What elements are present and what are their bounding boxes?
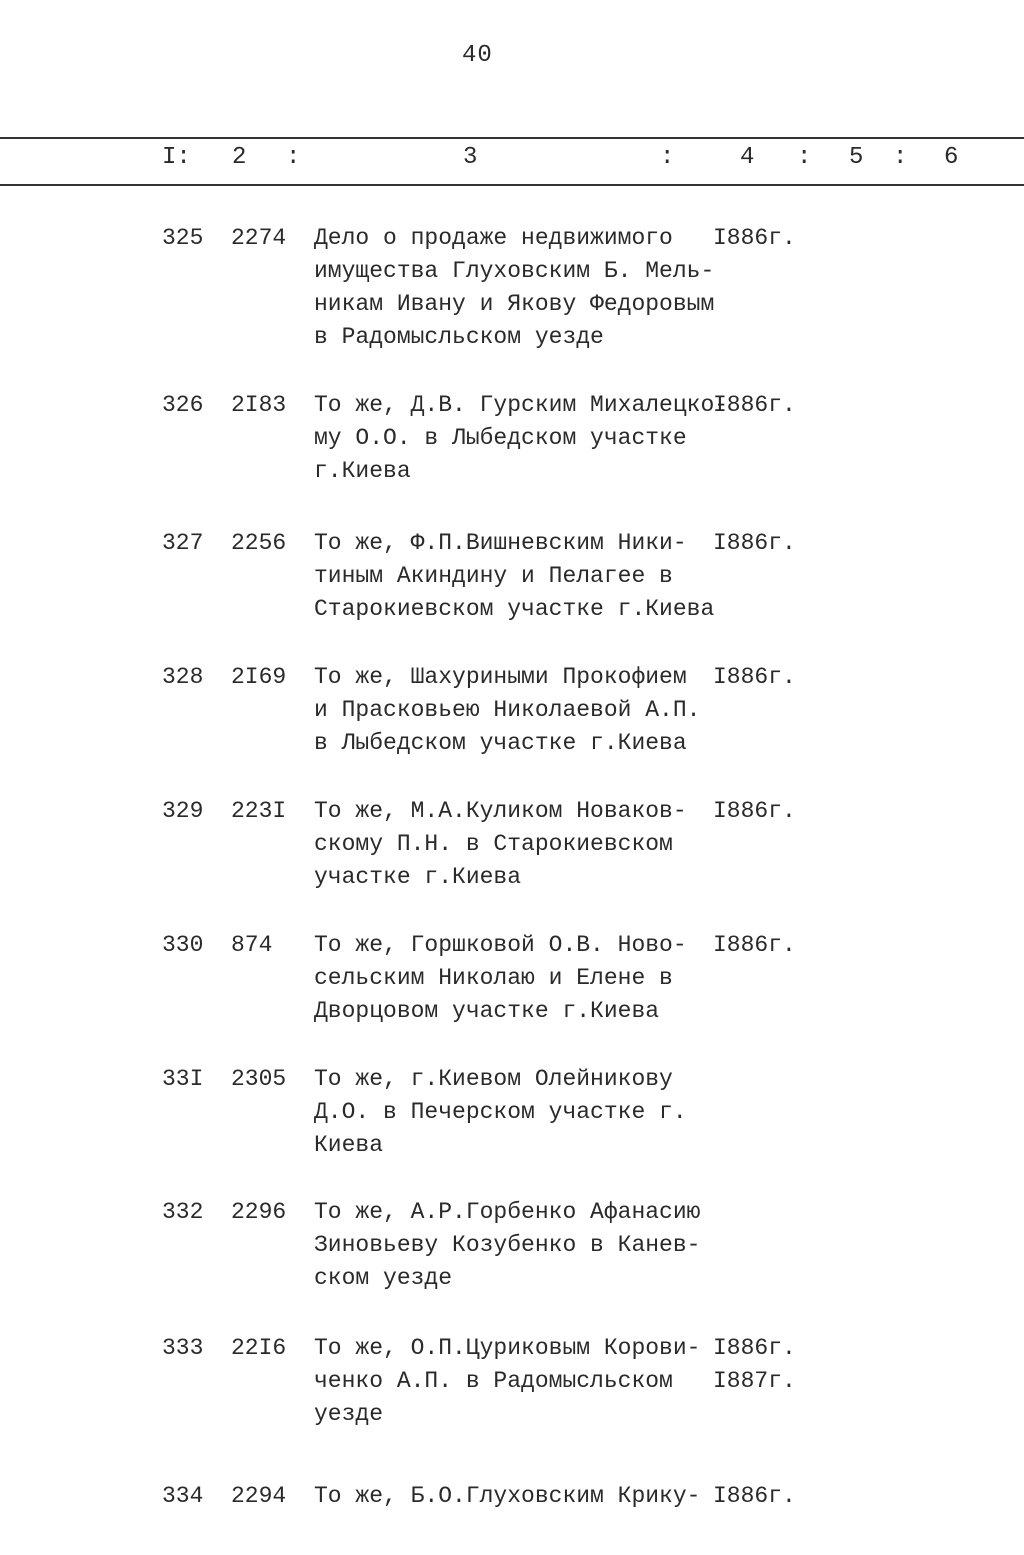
description-line: участке г.Киева bbox=[314, 864, 522, 890]
description-line: Дело о продаже недвижимого bbox=[314, 225, 673, 251]
description-line: ском уезде bbox=[314, 1265, 453, 1291]
column-header-4: 4 bbox=[740, 144, 755, 171]
description-line: скому П.Н. в Старокиевском bbox=[314, 831, 673, 857]
page-number: 40 bbox=[462, 42, 493, 69]
date-line: I886г. bbox=[713, 1483, 796, 1509]
entry-description bbox=[314, 929, 714, 1028]
description-line: г.Киева bbox=[314, 458, 411, 484]
entry-number: 325 bbox=[162, 225, 204, 251]
entry-file-number: 2294 bbox=[231, 1483, 287, 1509]
entry-file-number: 2256 bbox=[231, 530, 287, 556]
entry-number: 33I bbox=[162, 1066, 204, 1092]
description-line: в Радомысльском уезде bbox=[314, 324, 604, 350]
column-header-row bbox=[0, 144, 1024, 178]
date-line: I886г. bbox=[713, 664, 796, 690]
entry-number: 327 bbox=[162, 530, 204, 556]
date-line: I887г. bbox=[713, 1368, 796, 1394]
entry-number: 328 bbox=[162, 664, 204, 690]
entry-description bbox=[314, 222, 714, 354]
column-separator: : bbox=[660, 144, 675, 171]
entry-date bbox=[713, 222, 796, 255]
entry-description bbox=[314, 1196, 714, 1295]
entry-file-number: 223I bbox=[231, 798, 287, 824]
description-line: и Прасковьею Николаевой А.П. bbox=[314, 697, 701, 723]
entry-file-number: 874 bbox=[231, 932, 273, 958]
entry-description bbox=[314, 389, 729, 488]
column-header-2: 2 bbox=[232, 144, 247, 171]
description-line: Дворцовом участке г.Киева bbox=[314, 998, 660, 1024]
entry-number: 330 bbox=[162, 932, 204, 958]
description-line: тиным Акиндину и Пелагее в bbox=[314, 563, 673, 589]
description-line: То же, А.Р.Горбенко Афанасию bbox=[314, 1199, 701, 1225]
description-line: Д.О. в Печерском участке г. bbox=[314, 1099, 687, 1125]
entry-file-number: 2305 bbox=[231, 1066, 287, 1092]
description-line: То же, Б.О.Глуховским Крику- bbox=[314, 1483, 701, 1509]
entry-number: 332 bbox=[162, 1199, 204, 1225]
entry-date bbox=[713, 389, 796, 422]
description-line: То же, О.П.Цуриковым Корови- bbox=[314, 1335, 701, 1361]
description-line: То же, г.Киевом Олейникову bbox=[314, 1066, 673, 1092]
entry-description bbox=[314, 1480, 714, 1513]
description-line: Старокиевском участке г.Киева bbox=[314, 596, 715, 622]
entry-number: 334 bbox=[162, 1483, 204, 1509]
entry-description bbox=[314, 661, 714, 760]
entry-file-number: 2274 bbox=[231, 225, 287, 251]
description-line: То же, Ф.П.Вишневским Ники- bbox=[314, 530, 687, 556]
entry-number: 329 bbox=[162, 798, 204, 824]
description-line: никам Ивану и Якову Федоровым bbox=[314, 291, 715, 317]
description-line: му О.О. в Лыбедском участке bbox=[314, 425, 687, 451]
description-line: имущества Глуховским Б. Мель- bbox=[314, 258, 715, 284]
header-top-rule bbox=[0, 137, 1024, 139]
entry-file-number: 22I6 bbox=[231, 1335, 287, 1361]
description-line: То же, Шахуриными Прокофием bbox=[314, 664, 687, 690]
column-header-1: I: bbox=[162, 144, 191, 171]
description-line: Зиновьеву Козубенко в Канев- bbox=[314, 1232, 701, 1258]
date-line: I886г. bbox=[713, 798, 796, 824]
entry-date bbox=[713, 929, 796, 962]
entry-file-number: 2I69 bbox=[231, 664, 287, 690]
header-bottom-rule bbox=[0, 184, 1024, 186]
entry-description bbox=[314, 1063, 714, 1162]
entry-description bbox=[314, 1332, 714, 1431]
column-header-6: 6 bbox=[944, 144, 959, 171]
description-line: Киева bbox=[314, 1132, 384, 1158]
column-separator: : bbox=[893, 144, 908, 171]
entry-file-number: 2296 bbox=[231, 1199, 287, 1225]
entry-number: 333 bbox=[162, 1335, 204, 1361]
description-line: То же, Д.В. Гурским Михалецко- bbox=[314, 392, 729, 418]
date-line: I886г. bbox=[713, 225, 796, 251]
entry-file-number: 2I83 bbox=[231, 392, 287, 418]
entry-number: 326 bbox=[162, 392, 204, 418]
description-line: уезде bbox=[314, 1401, 384, 1427]
description-line: ченко А.П. в Радомысльском bbox=[314, 1368, 673, 1394]
column-separator: : bbox=[286, 144, 301, 171]
entry-date bbox=[713, 1480, 796, 1513]
date-line: I886г. bbox=[713, 932, 796, 958]
date-line: I886г. bbox=[713, 1335, 796, 1361]
entry-date bbox=[713, 1332, 796, 1398]
description-line: в Лыбедском участке г.Киева bbox=[314, 730, 687, 756]
entry-description bbox=[314, 527, 714, 626]
entry-date bbox=[713, 661, 796, 694]
entry-date bbox=[713, 795, 796, 828]
column-separator: : bbox=[797, 144, 812, 171]
description-line: То же, М.А.Куликом Новаков- bbox=[314, 798, 687, 824]
column-header-3: 3 bbox=[463, 144, 478, 171]
description-line: То же, Горшковой О.В. Ново- bbox=[314, 932, 687, 958]
date-line: I886г. bbox=[713, 530, 796, 556]
entry-date bbox=[713, 527, 796, 560]
column-header-5: 5 bbox=[849, 144, 864, 171]
entry-description bbox=[314, 795, 714, 894]
description-line: сельским Николаю и Елене в bbox=[314, 965, 673, 991]
date-line: I886г. bbox=[713, 392, 796, 418]
